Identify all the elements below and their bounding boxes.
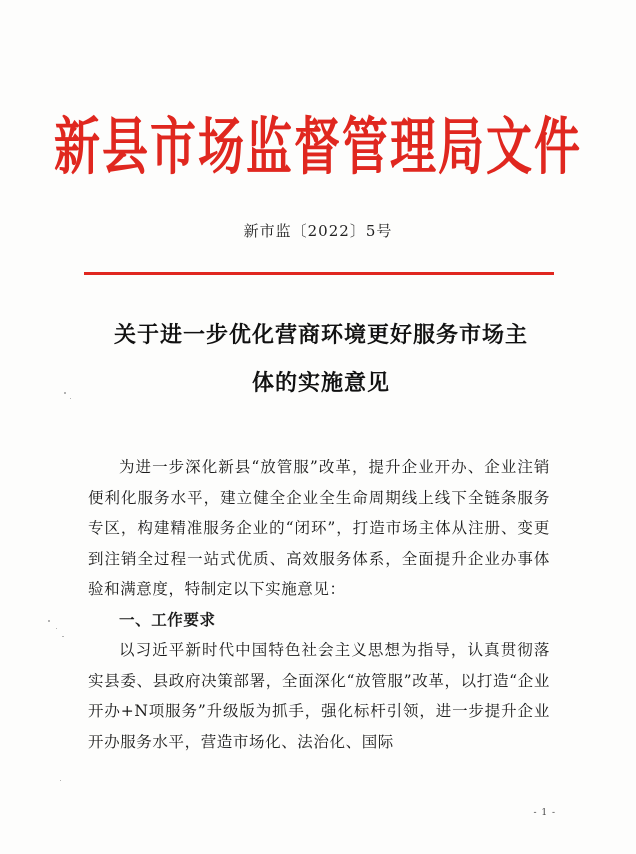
- document-title-line-1: 关于进一步优化营商环境更好服务市场主: [113, 323, 528, 348]
- section-heading-1: 一、工作要求: [119, 610, 216, 629]
- section-1-paragraph: 以习近平新时代中国特色社会主义思想为指导，认真贯彻落实县委、县政府决策部署，全面深化“放管服”改革，以打造“企业开办+N项服务”升级版为抓手，强化标杆引领，进一步提升企业开办服务水平，营造市场化、法治化、国际: [88, 641, 550, 751]
- scan-speck: [56, 628, 57, 629]
- scan-speck: [60, 780, 61, 781]
- scan-speck: [62, 636, 64, 637]
- document-title-line-2: 体的实施意见: [251, 371, 390, 396]
- scan-speck: [70, 398, 71, 399]
- agency-header-title: 新县市场监督管理局文件: [54, 110, 582, 184]
- intro-paragraph: 为进一步深化新县“放管服”改革，提升企业开办、企业注销便利化服务水平，建立健全企业全生命周期线上线下全链条服务专区，构建精准服务企业的“闭环”，打造市场主体从注册、变更到注销全过程一站式优质、高效服务体系，全面提升企业办事体验和满意度，特制定以下实施意见：: [88, 458, 550, 598]
- red-separator-line: [84, 272, 554, 275]
- scan-speck: [48, 620, 50, 622]
- page-number: - 1 -: [533, 808, 556, 818]
- document-title: [96, 312, 546, 408]
- scan-speck: [64, 392, 66, 394]
- document-body: [88, 452, 550, 757]
- document-number: 新市监〔2022〕5号: [243, 222, 393, 240]
